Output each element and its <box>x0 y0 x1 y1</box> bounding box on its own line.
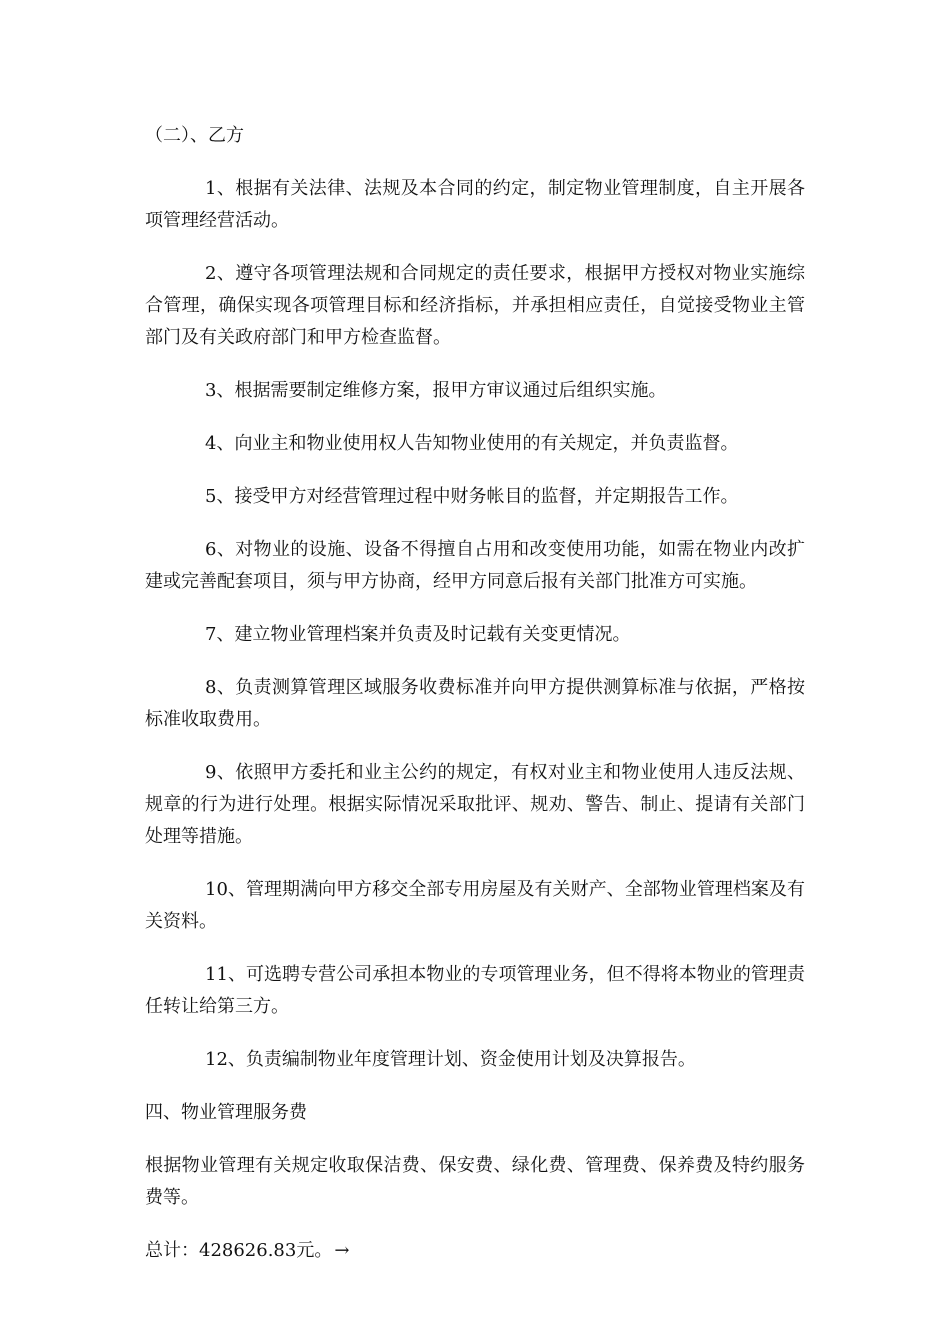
clause-1: 1、根据有关法律、法规及本合同的约定，制定物业管理制度，自主开展各项管理经营活动。 <box>145 178 805 231</box>
clause-5: 5、接受甲方对经营管理过程中财务帐目的监督，并定期报告工作。 <box>205 486 739 507</box>
document-page <box>145 120 805 1288</box>
clause-10: 10、管理期满向甲方移交全部专用房屋及有关财产、全部物业管理档案及有关资料。 <box>145 879 805 932</box>
clause-12: 12、负责编制物业年度管理计划、资金使用计划及决算报告。 <box>205 1049 696 1070</box>
fee-text: 根据物业管理有关规定收取保洁费、保安费、绿化费、管理费、保养费及特约服务费等。 <box>145 1155 805 1208</box>
clause-4: 4、向业主和物业使用权人告知物业使用的有关规定，并负责监督。 <box>205 433 739 454</box>
fee-heading: 四、物业管理服务费 <box>145 1102 307 1123</box>
total-line <box>145 1235 805 1267</box>
total-text: 总计：428626.83元。 <box>145 1240 333 1261</box>
clause-8: 8、负责测算管理区域服务收费标准并向甲方提供测算标准与依据，严格按标准收取费用。 <box>145 677 805 730</box>
clause-6: 6、对物业的设施、设备不得擅自占用和改变使用功能，如需在物业内改扩建或完善配套项目，须与甲方协商，经甲方同意后报有关部门批准方可实施。 <box>145 539 805 592</box>
section-title: （二）、乙方 <box>145 125 244 146</box>
clause-11: 11、可选聘专营公司承担本物业的专项管理业务，但不得将本物业的管理责任转让给第三方。 <box>145 964 805 1017</box>
clause-3: 3、根据需要制定维修方案，报甲方审议通过后组织实施。 <box>205 380 667 401</box>
arrow-icon: → <box>334 1240 350 1261</box>
clause-9: 9、依照甲方委托和业主公约的规定，有权对业主和物业使用人违反法规、规章的行为进行处理。根据实际情况采取批评、规劝、警告、制止、提请有关部门处理等措施。 <box>145 762 805 847</box>
clause-2: 2、遵守各项管理法规和合同规定的责任要求，根据甲方授权对物业实施综合管理，确保实现各项管理目标和经济指标，并承担相应责任，自觉接受物业主管部门及有关政府部门和甲方检查监督。 <box>145 263 805 348</box>
clause-7: 7、建立物业管理档案并负责及时记载有关变更情况。 <box>205 624 631 645</box>
